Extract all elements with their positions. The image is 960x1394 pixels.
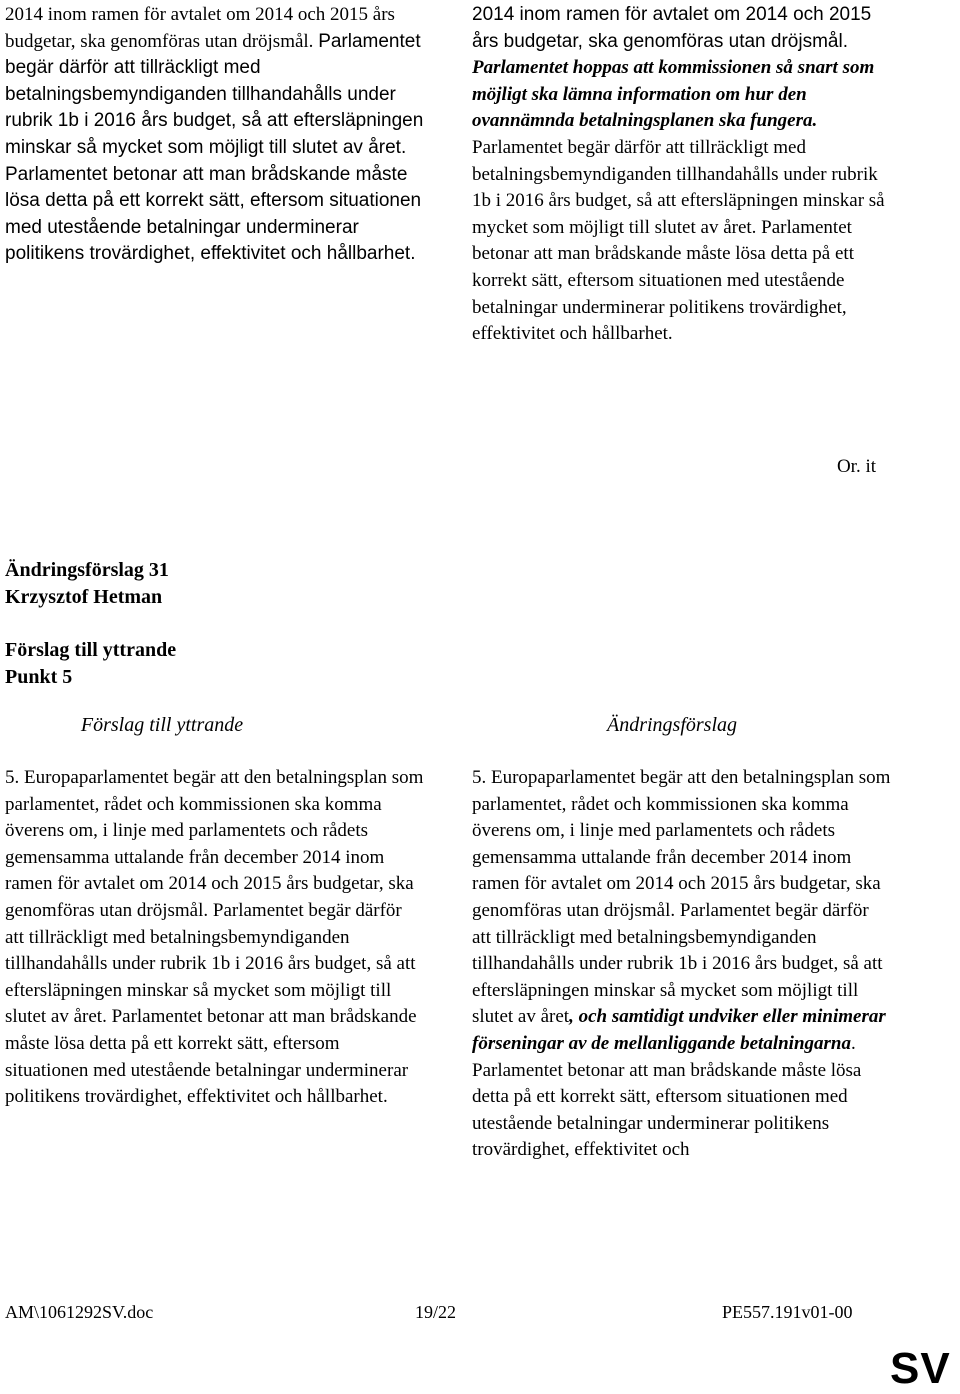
footer-document-reference: AM\1061292SV.doc	[5, 1302, 154, 1322]
bottom-left-text-block	[5, 765, 425, 1111]
top-left-text-block	[5, 2, 425, 268]
bottom-right-text-block	[472, 765, 892, 1164]
top-left-segment-2: Parlamentet begär därför att tillräckligt med betalningsbemyndiganden tillhandahålls under rubrik 1b i 2016 års budget, så att eftersläpningen minskar så mycket som möjligt till slutet av året. Parlamentet betonar att man brådskande måste lösa detta på ett korrekt sätt, eftersom situationen med utestående betalningar underminerar politikens trovärdighet, effektivitet och hållbarhet.	[5, 30, 424, 265]
amendment-author: Krzysztof Hetman	[5, 586, 163, 608]
footer-pe-reference: PE557.191v01-00	[722, 1302, 853, 1322]
bottom-right-segment-3: . Parlamentet betonar att man brådskande måste lösa detta på ett korrekt sätt, eftersom situationen med utestående betalningar underminerar politikens trovärdighet, effektivitet och	[472, 1032, 862, 1161]
bottom-left-segment-1: 5. Europaparlamentet begär att den betalningsplan som parlamentet, rådet och kommissionen ska komma överens om, i linje med parlamentets och rådets gemensamma uttalande från december 2014 inom ramen för avtalet om 2014 och 2015 års budgetar, ska genomföras utan dröjsmål. Parlamentet begär därför att tillräckligt med betalningsbemyndiganden tillhandahålls under rubrik 1b i 2016 års budget, så att eftersläpningen minskar så mycket som möjligt till slutet av året. Parlamentet betonar att man brådskande måste lösa detta på ett korrekt sätt, eftersom situationen med utestående betalningar underminerar politikens trovärdighet, effektivitet och hållbarhet.	[5, 767, 424, 1108]
column-header-proposal: Förslag till yttrande	[80, 714, 244, 736]
original-language-label: Or. it	[836, 456, 876, 477]
top-left-segment-1: 2014 inom ramen för avtalet om 2014 och 2015 års budgetar, ska genomföras utan dröjsmål.	[5, 4, 395, 52]
column-header-amendment: Ändringsförslag	[606, 714, 738, 736]
footer-page-number: 19/22	[415, 1302, 457, 1322]
language-badge: SV	[890, 1344, 951, 1393]
top-right-segment-1: 2014 inom ramen för avtalet om 2014 och 2015 års budgetar, ska genomföras utan dröjsmål.	[472, 4, 872, 52]
top-right-inserted-text: Parlamentet hoppas att kommissionen så snart som möjligt ska lämna information om hur den ovannämnda betalningsplanen ska fungera.	[472, 57, 875, 132]
bottom-right-segment-1: 5. Europaparlamentet begär att den betalningsplan som parlamentet, rådet och kommissionen ska komma överens om, i linje med parlamentets och rådets gemensamma uttalande från december 2014 inom ramen för avtalet om 2014 och 2015 års budgetar, ska genomföras utan dröjsmål. Parlamentet begär därför att tillräckligt med betalningsbemyndiganden tillhandahålls under rubrik 1b i 2016 års budget, så att eftersläpningen minskar så mycket som möjligt till slutet av året	[472, 767, 891, 1028]
top-right-text-block	[472, 2, 892, 348]
amendment-number: Ändringsförslag 31	[5, 559, 169, 581]
top-right-segment-3: Parlamentet begär därför att tillräckligt med betalningsbemyndiganden tillhandahålls under rubrik 1b i 2016 års budget, så att eftersläpningen minskar så mycket som möjligt till slutet av året. Parlamentet betonar att man brådskande måste lösa detta på ett korrekt sätt, eftersom situationen med utestående betalningar underminerar politikens trovärdighet, effektivitet och hållbarhet.	[472, 136, 885, 345]
proposal-label: Förslag till yttrande	[5, 639, 177, 661]
bottom-right-inserted-text: , och samtidigt undviker eller minimerar förseningar av de mellanliggande betalningarna	[472, 1006, 886, 1054]
point-label: Punkt 5	[5, 666, 73, 688]
